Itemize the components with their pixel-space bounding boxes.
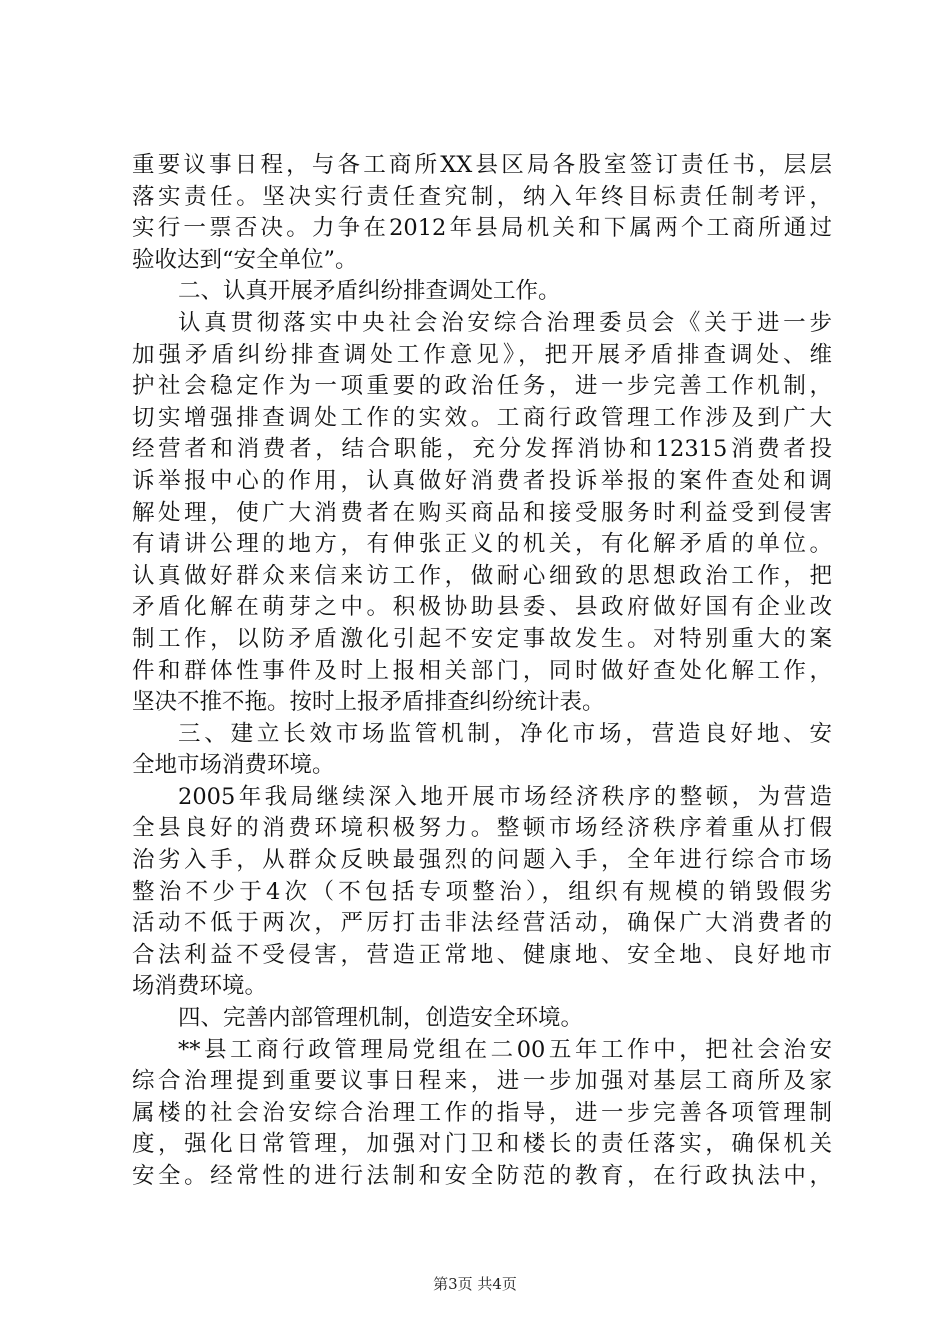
text-line: 场消费环境。 xyxy=(132,973,268,1000)
text-line: 合法利益不受侵害，营造正常地、健康地、安全地、良好地市 xyxy=(132,941,832,968)
text-line: 有请讲公理的地方，有伸张正义的机关，有化解矛盾的单位。 xyxy=(132,531,832,558)
text-line: 活动不低于两次，严厉打击非法经营活动，确保广大消费者的 xyxy=(132,910,832,937)
text-line: 重要议事日程，与各工商所XX县区局各股室签订责任书，层层 xyxy=(132,152,832,178)
text-line: 解处理，使广大消费者在购买商品和接受服务时利益受到侵害 xyxy=(132,499,832,526)
text-line: 2005年我局继续深入地开展市场经济秩序的整顿，为营造 xyxy=(178,783,832,810)
text-line: 全县良好的消费环境积极努力。整顿市场经济秩序着重从打假 xyxy=(132,815,832,842)
text-line: 三、建立长效市场监管机制，净化市场，营造良好地、安 xyxy=(178,720,832,747)
document-body xyxy=(132,150,832,1193)
text-line: 落实责任。坚决实行责任查究制，纳入年终目标责任制考评， xyxy=(132,183,832,210)
text-line: 制工作，以防矛盾激化引起不安定事故发生。对特别重大的案 xyxy=(132,625,832,652)
text-line: 加强矛盾纠纷排查调处工作意见》，把开展矛盾排查调处、维 xyxy=(132,341,832,368)
text-line: 认真做好群众来信来访工作，做耐心细致的思想政治工作，把 xyxy=(132,562,832,589)
text-line: 坚决不推不拖。按时上报矛盾排查纠纷统计表。 xyxy=(132,689,605,716)
text-line: 矛盾化解在萌芽之中。积极协助县委、县政府做好国有企业改 xyxy=(132,594,832,621)
text-line: 度，强化日常管理，加强对门卫和楼长的责任落实，确保机关 xyxy=(132,1131,832,1158)
text-line: 护社会稳定作为一项重要的政治任务，进一步完善工作机制， xyxy=(132,373,832,400)
text-line: 四、完善内部管理机制，创造安全环境。 xyxy=(178,1005,584,1032)
text-line: 安全。经常性的进行法制和安全防范的教育，在行政执法中， xyxy=(132,1163,832,1189)
text-line: 整治不少于4次（不包括专项整治），组织有规模的销毁假劣 xyxy=(132,878,832,905)
text-line: 认真贯彻落实中央社会治安综合治理委员会《关于进一步 xyxy=(178,309,832,336)
text-line: 全地市场消费环境。 xyxy=(132,752,335,779)
page-number-footer: 第3页 共4页 xyxy=(433,1275,517,1293)
text-line: 综合治理提到重要议事日程来，进一步加强对基层工商所及家 xyxy=(132,1068,832,1095)
text-line: 件和群体性事件及时上报相关部门，同时做好查处化解工作， xyxy=(132,657,832,684)
text-line: 治劣入手，从群众反映最强烈的问题入手，全年进行综合市场 xyxy=(132,847,832,874)
text-line: **县工商行政管理局党组在二00五年工作中，把社会治安 xyxy=(178,1036,832,1063)
text-line: 实行一票否决。力争在2012年县局机关和下属两个工商所通过 xyxy=(132,215,832,242)
text-line: 验收达到“安全单位”。 xyxy=(132,246,358,273)
text-line: 切实增强排查调处工作的实效。工商行政管理工作涉及到广大 xyxy=(132,404,832,431)
text-line: 属楼的社会治安综合治理工作的指导，进一步完善各项管理制 xyxy=(132,1099,832,1126)
text-line: 诉举报中心的作用，认真做好消费者投诉举报的案件查处和调 xyxy=(132,467,832,494)
text-line: 二、认真开展矛盾纠纷排查调处工作。 xyxy=(178,278,561,305)
text-line: 经营者和消费者，结合职能，充分发挥消协和12315消费者投 xyxy=(132,436,832,463)
